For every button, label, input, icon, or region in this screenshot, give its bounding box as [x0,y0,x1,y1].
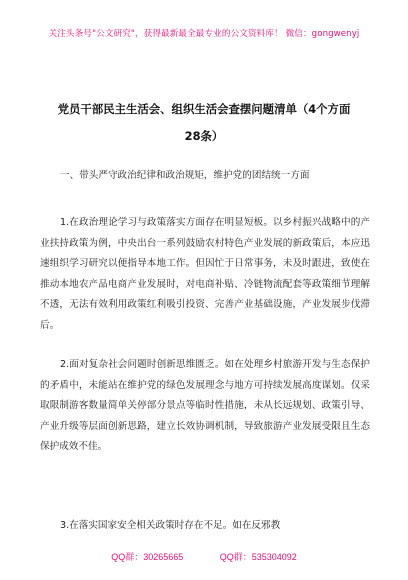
footer [0,550,408,563]
footer-qq-group-1: QQ群：30265665 [111,552,184,562]
footer-qq-group-2: QQ群：535304092 [219,552,297,562]
list-item-3: 3.在落实国家安全相关政策时存在不足。如在反邪教 [60,520,281,531]
list-item-1: 1.在政治理论学习与政策落实方面存在明显短板。以乡村振兴战略中的产业扶持政策为例，中央出台一系列鼓励农村特色产业发展的新政策后，本应迅速组织学习研究以便指导本地工作。但因忙于日常事务，未及时跟进，致使在推动本地农产品电商产业发展时，对电商补贴、冷链物流配套等政策细节理解不透，无法有效利用政策红利吸引投资、完善产业基础设施，产业发展步伐滞后。 [40,217,370,331]
document-title-continued: 28条） [184,129,224,143]
section-heading: 一、带头严守政治纪律和政治规矩，维护党的团结统一方面 [60,170,310,181]
list-item-2: 2.面对复杂社会问题时创新思维匮乏。如在处理乡村旅游开发与生态保护的矛盾中，未能站在维护党的绿色发展理念与地方可持续发展高度谋划。仅采取限制游客数量简单关停部分景点等临时性措施，未从长远规划、政策引导、产业升级等层面创新思路，建立长效协调机制，导致旅游产业发展受限且生态保护成效不佳。 [40,359,370,453]
document-title: 党员干部民主生活会、组织生活会查摆问题清单（4个方面 [57,102,351,116]
header-banner: 关注头条号"公文研究"，获得最新最全最专业的公文资料库！ 微信：gongwenyj [48,29,360,39]
